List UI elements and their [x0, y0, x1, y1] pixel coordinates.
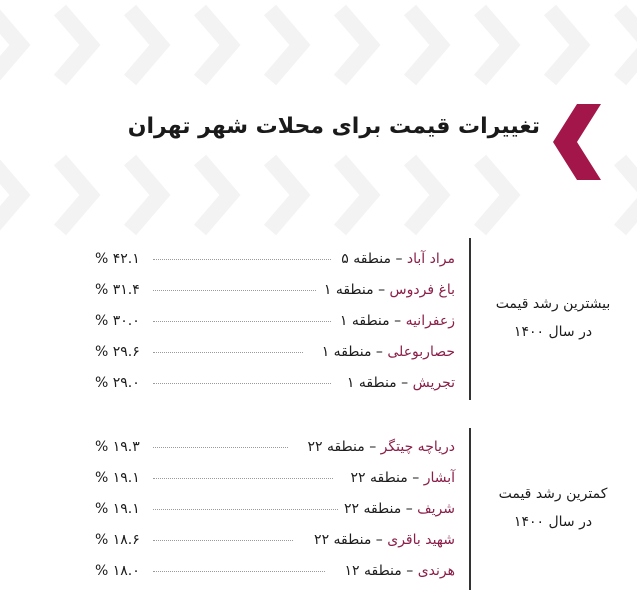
percent-value: ۲۹.۶ %: [95, 344, 140, 360]
percent-value: ۲۹.۰ %: [95, 375, 140, 391]
highest-growth-section: [0, 238, 637, 400]
list-item: [95, 560, 455, 582]
dotted-leader: [153, 259, 331, 260]
neighborhood-name: حصاربوعلی: [387, 344, 455, 360]
list-item: [95, 310, 455, 332]
list-item: [95, 467, 455, 489]
zone-label: – منطقه ۲۲: [343, 501, 418, 517]
header: [0, 104, 637, 184]
zone-label: – منطقه ۲۲: [307, 439, 381, 455]
highest-growth-label-line2: در سال ۱۴۰۰: [513, 324, 593, 340]
list-item: [95, 529, 455, 551]
dotted-leader: [153, 447, 288, 448]
neighborhood-name: شریف: [417, 501, 455, 517]
location-name: [347, 372, 455, 394]
list-item: [95, 279, 455, 301]
page-title: تغییرات قیمت برای محلات شهر تهران: [127, 114, 540, 139]
location-name: [314, 529, 455, 551]
list-item: [95, 248, 455, 270]
neighborhood-name: شهید باقری: [387, 532, 455, 548]
highest-growth-label-line1: بیشترین رشد قیمت: [495, 296, 611, 312]
zone-label: – منطقه ۲۲: [350, 470, 424, 486]
location-name: [322, 341, 455, 363]
location-name: [340, 310, 455, 332]
dotted-leader: [153, 540, 293, 541]
neighborhood-name: تجریش: [412, 375, 455, 391]
dotted-leader: [153, 321, 331, 322]
neighborhood-name: زعفرانیه: [405, 313, 455, 329]
dotted-leader: [153, 509, 338, 510]
dotted-leader: [153, 290, 316, 291]
list-item: [95, 498, 455, 520]
dotted-leader: [153, 352, 303, 353]
percent-value: ۱۹.۱ %: [95, 470, 140, 486]
list-item: [95, 341, 455, 363]
percent-value: ۱۸.۶ %: [95, 532, 140, 548]
neighborhood-name: باغ فردوس: [389, 282, 455, 298]
lowest-growth-label-line2: در سال ۱۴۰۰: [513, 514, 593, 530]
divider-line: [469, 428, 471, 590]
divider-line: [469, 238, 471, 400]
zone-label: – منطقه ۱: [321, 344, 388, 360]
zone-label: – منطقه ۱: [346, 375, 413, 391]
lowest-growth-label-line1: کمترین رشد قیمت: [498, 486, 608, 502]
dotted-leader: [153, 571, 325, 572]
dotted-leader: [153, 478, 333, 479]
dotted-leader: [153, 383, 331, 384]
location-name: [344, 560, 455, 582]
lowest-growth-section: [0, 428, 637, 590]
percent-value: ۱۹.۱ %: [95, 501, 140, 517]
location-name: [344, 498, 455, 520]
zone-label: – منطقه ۱۲: [344, 563, 418, 579]
neighborhood-name: هرندی: [417, 563, 455, 579]
percent-value: ۴۲.۱ %: [95, 251, 140, 267]
lowest-growth-label: [478, 480, 628, 536]
zone-label: – منطقه ۲۲: [314, 532, 388, 548]
neighborhood-name: آبشار: [423, 470, 455, 486]
list-item: [95, 436, 455, 458]
percent-value: ۳۱.۴ %: [95, 282, 140, 298]
percent-value: ۳۰.۰ %: [95, 313, 140, 329]
highest-growth-label: [478, 290, 628, 346]
zone-label: – منطقه ۵: [341, 251, 407, 267]
location-name: [341, 248, 455, 270]
location-name: [324, 279, 455, 301]
zone-label: – منطقه ۱: [339, 313, 406, 329]
neighborhood-name: مراد آباد: [406, 251, 455, 267]
neighborhood-name: دریاچه چیتگر: [380, 439, 455, 455]
percent-value: ۱۹.۳ %: [95, 439, 140, 455]
location-name: [350, 467, 455, 489]
percent-value: ۱۸.۰ %: [95, 563, 140, 579]
zone-label: – منطقه ۱: [323, 282, 390, 298]
chevron-left-icon: [553, 104, 601, 180]
location-name: [307, 436, 455, 458]
list-item: [95, 372, 455, 394]
